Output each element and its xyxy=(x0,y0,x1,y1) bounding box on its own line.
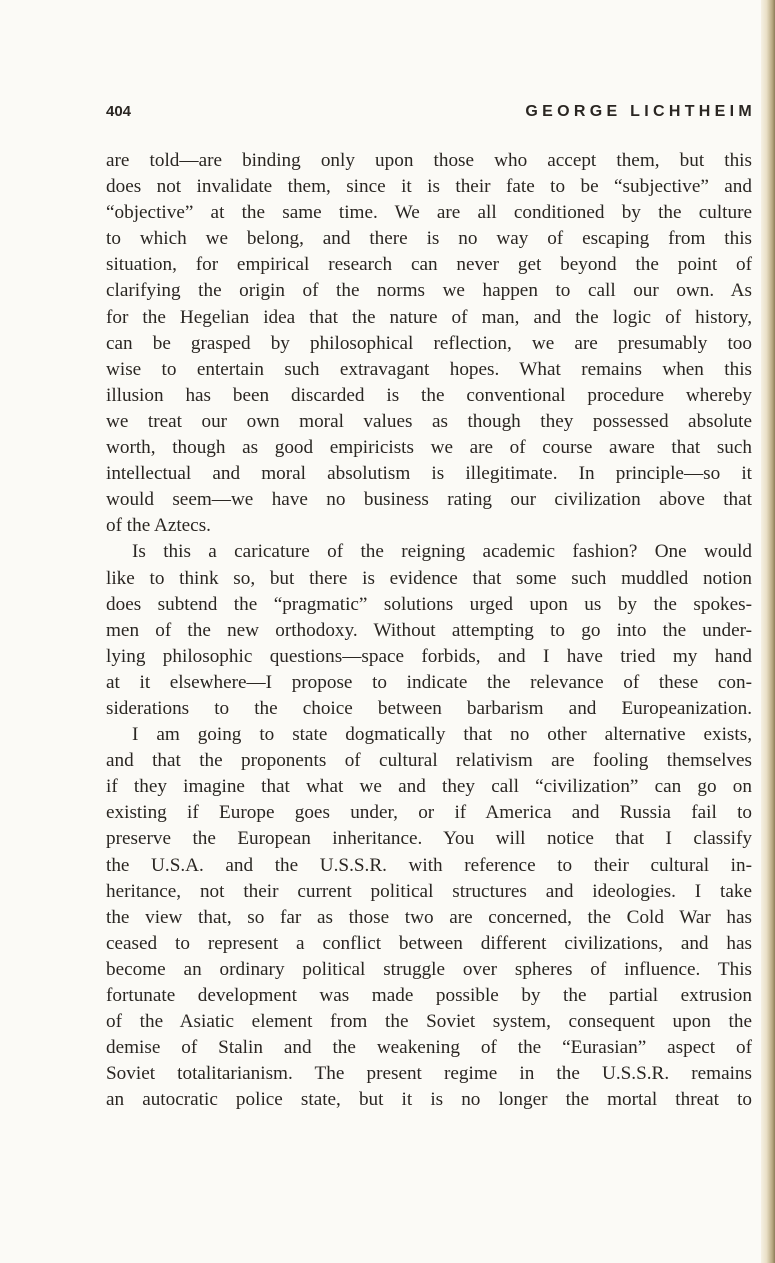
text-line: fortunate development was made possible by the partial extrusion xyxy=(106,985,752,1006)
text-line: if they imagine that what we and they call “civilization” can go on xyxy=(106,776,752,798)
text-line: of the Aztecs. xyxy=(106,515,211,537)
text-line: I am going to state dogmatically that no other alternative exists, xyxy=(132,724,752,746)
text-line: lying philosophic questions—space forbids, and I have tried my hand xyxy=(106,645,752,667)
text-line: become an ordinary political struggle over spheres of influence. This xyxy=(106,958,752,980)
text-line: the view that, so far as those two are concerned, the Cold War has xyxy=(106,906,752,928)
text-line: existing if Europe goes under, or if America and Russia fail to xyxy=(106,802,752,824)
text-line: for the Hegelian idea that the nature of man, and the logic of history, xyxy=(106,306,752,328)
text-line: are told—are binding only upon those who accept them, but this xyxy=(106,150,752,171)
text-line: illusion has been discarded is the conventional procedure whereby xyxy=(106,384,752,406)
text-line: wise to entertain such extravagant hopes. What remains when this xyxy=(106,358,752,380)
text-line: situation, for empirical research can never get beyond the point of xyxy=(106,254,752,276)
text-line: at it elsewhere—I propose to indicate the relevance of these con- xyxy=(106,671,752,693)
text-line: would seem—we have no business rating our civilization above that xyxy=(106,489,752,511)
text-line: siderations to the choice between barbarism and Europeanization. xyxy=(106,697,752,719)
text-line: demise of Stalin and the weakening of the “Eurasian” aspect of xyxy=(106,1037,752,1059)
text-line: worth, though as good empiricists we are of course aware that such xyxy=(106,437,752,459)
text-line: does not invalidate them, since it is their fate to be “subjective” and xyxy=(106,176,752,198)
text-line: ceased to represent a conflict between different civilizations, and has xyxy=(106,932,752,954)
text-line: can be grasped by philosophical reflection, we are presumably too xyxy=(106,332,752,354)
text-line: Soviet totalitarianism. The present regime in the U.S.S.R. remains xyxy=(106,1063,752,1085)
text-line: “objective” at the same time. We are all conditioned by the culture xyxy=(106,202,752,224)
page-number: 404 xyxy=(106,103,132,120)
body-text xyxy=(106,148,752,1113)
text-line: clarifying the origin of the norms we happen to call our own. As xyxy=(106,280,752,302)
text-line: and that the proponents of cultural relativism are fooling themselves xyxy=(106,750,752,772)
text-line: to which we belong, and there is no way of escaping from this xyxy=(106,228,752,250)
book-binding-edge xyxy=(761,0,775,1263)
text-line: preserve the European inheritance. You will notice that I classify xyxy=(106,828,752,850)
text-line: we treat our own moral values as though they possessed absolute xyxy=(106,410,752,432)
running-head: GEORGE LICHTHEIM xyxy=(525,103,756,120)
text-line: an autocratic police state, but it is no longer the mortal threat to xyxy=(106,1089,752,1111)
text-line: does subtend the “pragmatic” solutions urged upon us by the spokes- xyxy=(106,593,752,615)
text-line: the U.S.A. and the U.S.S.R. with reference to their cultural in- xyxy=(106,854,752,876)
text-line: men of the new orthodoxy. Without attempting to go into the under- xyxy=(106,619,752,641)
page-header xyxy=(106,103,756,127)
text-line: Is this a caricature of the reigning academic fashion? One would xyxy=(132,541,752,563)
text-line: of the Asiatic element from the Soviet system, consequent upon the xyxy=(106,1011,752,1033)
text-line: intellectual and moral absolutism is illegitimate. In principle—so it xyxy=(106,463,752,485)
text-line: like to think so, but there is evidence that some such muddled notion xyxy=(106,567,752,589)
text-line: heritance, not their current political structures and ideologies. I take xyxy=(106,880,752,902)
